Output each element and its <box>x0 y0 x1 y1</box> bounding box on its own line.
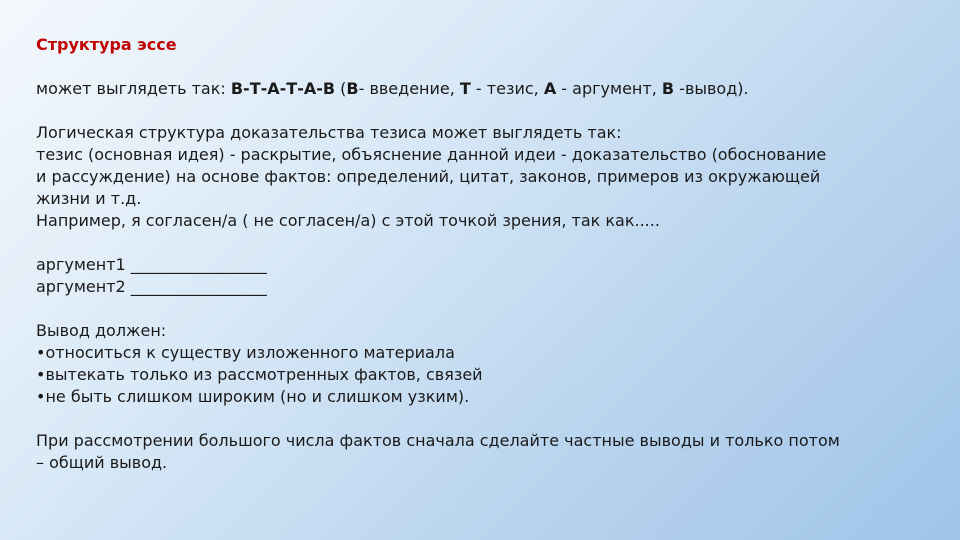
logic-line: Логическая структура доказательства тезиса может выглядеть так: <box>36 123 622 142</box>
letter-v2: В <box>661 79 675 98</box>
conclusion-bullet: •не быть слишком широким (но и слишком узким). <box>36 387 470 406</box>
logic-line: и рассуждение) на основе фактов: определений, цитат, законов, примеров из окружающей <box>36 167 821 186</box>
spacer <box>36 232 936 254</box>
structure-formula: В-Т-А-Т-А-В <box>230 79 336 98</box>
structure-text-4: -вывод). <box>674 79 749 98</box>
conclusion-bullet: •вытекать только из рассмотренных фактов, связей <box>36 365 483 384</box>
argument-line: аргумент1 _________________ <box>36 255 267 274</box>
structure-line <box>36 78 936 100</box>
letter-a: А <box>543 79 557 98</box>
final-line: При рассмотрении большого числа фактов сначала сделайте частные выводы и только потом <box>36 431 840 450</box>
structure-text-1: - введение, <box>358 79 460 98</box>
structure-text-2: - тезис, <box>470 79 544 98</box>
slide-content <box>36 34 936 474</box>
spacer <box>36 100 936 122</box>
structure-open: ( <box>335 79 347 98</box>
structure-text-3: - аргумент, <box>556 79 662 98</box>
letter-t: Т <box>459 79 471 98</box>
logic-line: тезис (основная идея) - раскрытие, объяснение данной идеи - доказательство (обоснование <box>36 145 827 164</box>
structure-prefix: может выглядеть так: <box>36 79 231 98</box>
argument-line: аргумент2 _________________ <box>36 277 267 296</box>
spacer <box>36 408 936 430</box>
spacer <box>36 298 936 320</box>
conclusion-bullet: •относиться к существу изложенного материала <box>36 343 455 362</box>
slide-title: Структура эссе <box>36 35 177 54</box>
conclusion-heading: Вывод должен: <box>36 321 167 340</box>
final-line: – общий вывод. <box>36 453 168 472</box>
logic-line: жизни и т.д. <box>36 189 142 208</box>
example-line: Например, я согласен/а ( не согласен/а) с этой точкой зрения, так как..... <box>36 211 660 230</box>
letter-v1: В <box>346 79 359 98</box>
